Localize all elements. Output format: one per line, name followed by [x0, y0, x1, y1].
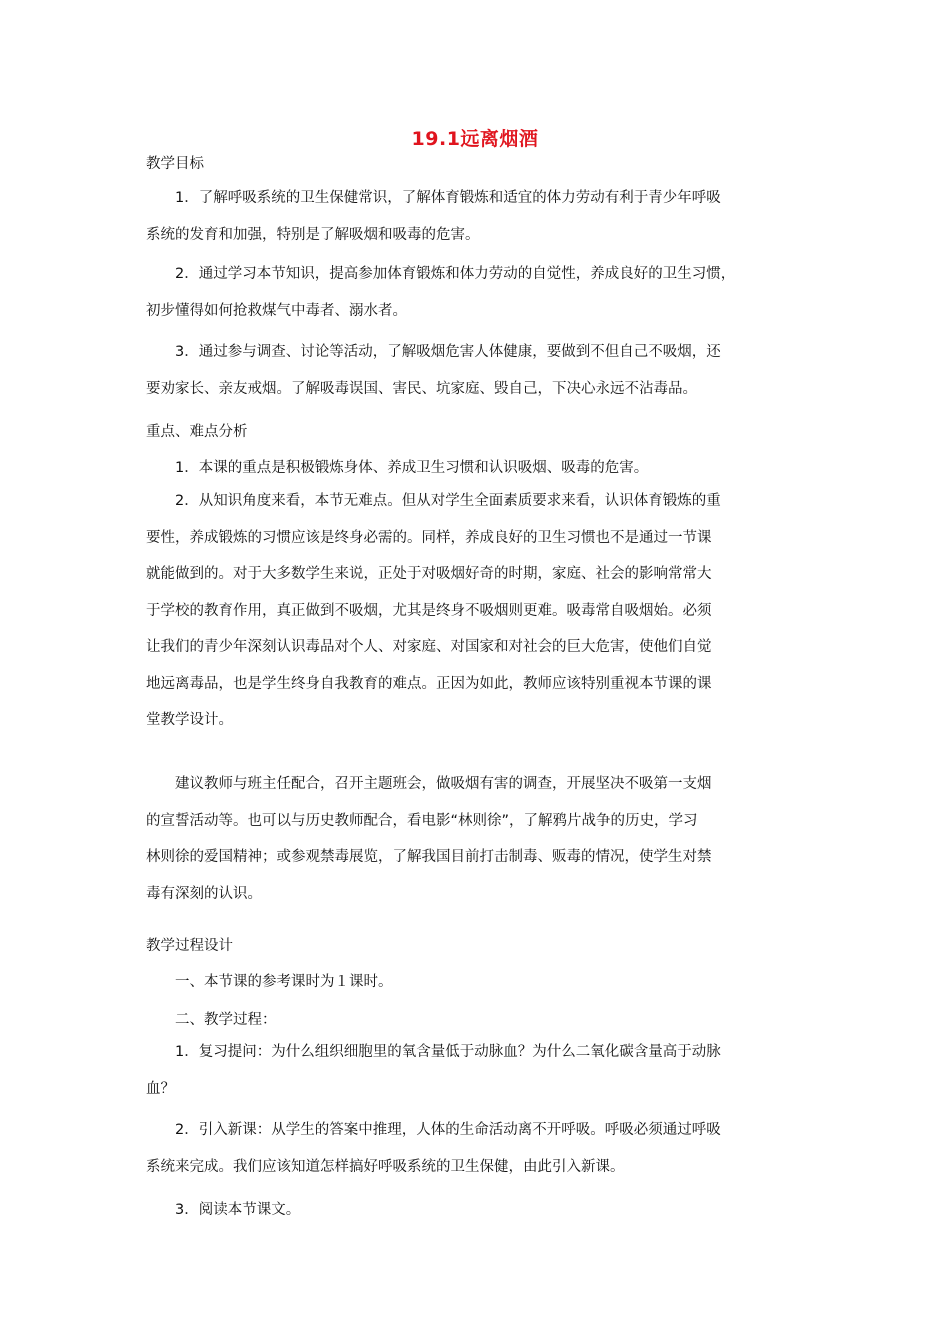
text-line: 系统的发育和加强，特别是了解吸烟和吸毒的危害。: [146, 226, 480, 243]
analysis-1-line: 1．本课的重点是积极锻炼身体、养成卫生习惯和认识吸烟、吸毒的危害。: [175, 460, 649, 476]
text-line: 1．复习提问：为什么组织细胞里的氧含量低于动脉血？为什么二氧化碳含量高于动脉: [175, 1044, 721, 1060]
text-line: 2．引入新课：从学生的答案中推理，人体的生命活动离不开呼吸。呼吸必须通过呼吸: [175, 1122, 721, 1138]
process-heading: 教学过程设计: [146, 938, 233, 954]
process-2-line: 二、教学过程：: [175, 1012, 277, 1028]
goals-heading: 教学目标: [146, 156, 204, 172]
text-line: 建议教师与班主任配合，召开主题班会，做吸烟有害的调查，开展坚决不吸第一支烟: [175, 776, 712, 792]
text-line: 地远离毒品，也是学生终身自我教育的难点。正因为如此，教师应该特别重视本节课的课: [146, 675, 712, 692]
text-line: 初步懂得如何抢救煤气中毒者、溺水者。: [146, 302, 407, 319]
step-2-paragraph: [146, 1112, 816, 1185]
text-line: 要劝家长、亲友戒烟。了解吸毒误国、害民、坑家庭、毁自己，下决心永远不沾毒品。: [146, 380, 697, 397]
step-3-line: 3．阅读本节课文。: [175, 1202, 301, 1218]
goal-3-paragraph: [146, 334, 816, 407]
text-line: 3．通过参与调查、讨论等活动，了解吸烟危害人体健康，要做到不但自己不吸烟，还: [175, 344, 721, 360]
suggestion-paragraph: [146, 766, 816, 912]
text-line: 堂教学设计。: [146, 712, 233, 728]
document-title: 19.1远离烟酒: [411, 128, 539, 150]
analysis-heading: 重点、难点分析: [146, 424, 248, 440]
goal-1-paragraph: [146, 180, 816, 253]
text-line: 2．通过学习本节知识，提高参加体育锻炼和体力劳动的自觉性，养成良好的卫生习惯，: [175, 266, 736, 282]
text-line: 林则徐的爱国精神；或参观禁毒展览，了解我国目前打击制毒、贩毒的情况，使学生对禁: [146, 849, 712, 865]
text-line: 要性，养成锻炼的习惯应该是终身必需的。同样，养成良好的卫生习惯也不是通过一节课: [146, 529, 712, 546]
analysis-2-paragraph: [146, 483, 816, 739]
text-line: 血？: [146, 1080, 175, 1097]
text-line: 1．了解呼吸系统的卫生保健常识，了解体育锻炼和适宜的体力劳动有利于青少年呼吸: [175, 190, 721, 206]
goal-2-paragraph: [146, 256, 816, 329]
text-line: 系统来完成。我们应该知道怎样搞好呼吸系统的卫生保健，由此引入新课。: [146, 1158, 625, 1175]
step-1-paragraph: [146, 1034, 816, 1107]
text-line: 毒有深刻的认识。: [146, 885, 262, 902]
text-line: 2．从知识角度来看，本节无难点。但从对学生全面素质要求来看，认识体育锻炼的重: [175, 493, 721, 509]
process-1-line: 一、本节课的参考课时为１课时。: [175, 974, 393, 990]
text-line: 的宣誓活动等。也可以与历史教师配合，看电影“林则徐”，了解鸦片战争的历史，学习: [146, 812, 698, 829]
text-line: 就能做到的。对于大多数学生来说，正处于对吸烟好奇的时期，家庭、社会的影响常常大: [146, 566, 712, 582]
text-line: 于学校的教育作用，真正做到不吸烟，尤其是终身不吸烟则更难。吸毒常自吸烟始。必须: [146, 602, 712, 619]
text-line: 让我们的青少年深刻认识毒品对个人、对家庭、对国家和对社会的巨大危害，使他们自觉: [146, 639, 712, 655]
